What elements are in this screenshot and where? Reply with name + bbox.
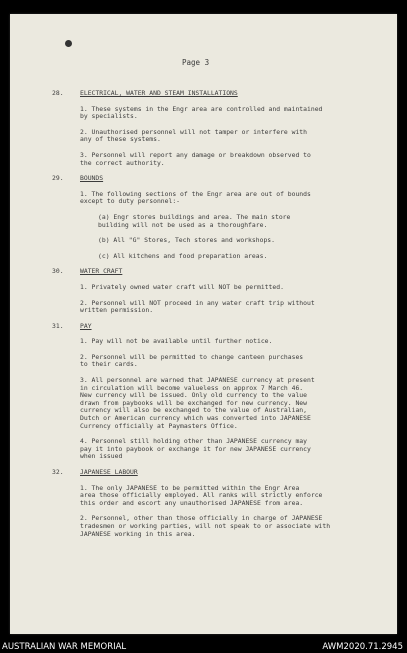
paragraph: 2. Personnel will NOT proceed in any water craft trip without written permission.	[80, 298, 315, 315]
sub-item: (a) Engr stores buildings and area. The main store building will not be used as a thoroughfare.	[98, 212, 291, 229]
paragraph: 2. Unauthorised personnel will not tamper or interfere with any of these systems.	[80, 127, 308, 144]
paragraph: 2. Personnel, other than those officially in charge of JAPANESE tradesmen or working parties, will not speak to or associate with JAPANESE working in this area.	[80, 514, 331, 538]
section-heading: BOUNDS	[80, 174, 104, 183]
section	[52, 469, 372, 538]
footer-accession-number: AWM2020.71.2945	[322, 642, 403, 652]
section-heading: WATER CRAFT	[80, 267, 123, 276]
section-number: 30.	[52, 267, 64, 276]
paragraph: 1. These systems in the Engr area are controlled and maintained by specialists.	[80, 104, 323, 121]
section-number: 28.	[52, 89, 64, 97]
section-number: 32.	[52, 468, 64, 476]
section	[52, 175, 372, 260]
sub-item: (c) All kitchens and food preparation areas.	[98, 251, 268, 260]
footer-institution: AUSTRALIAN WAR MEMORIAL	[2, 642, 127, 652]
paragraph: 3. Personnel will report any damage or breakdown observed to the correct authority.	[80, 150, 311, 167]
paragraph: 3. All personnel are warned that JAPANESE currency at present in circulation will become valueless on approx 7 March 46. New currency will be issued. Only old currency to the value drawn from paybooks will be exchanged for new currency. New currency will also be exchanged to the value of Australian, Dutch or American currency which was converted into JAPANESE Currency officially at Paymasters Office.	[80, 376, 315, 430]
paragraph: 2. Personnel will be permitted to change canteen purchases to their cards.	[80, 352, 304, 369]
paragraph: 1. Pay will not be available until further notice.	[80, 337, 273, 346]
section	[52, 268, 372, 314]
document-body	[52, 90, 372, 546]
section	[52, 90, 372, 167]
paragraph: 1. The only JAPANESE to be permitted within the Engr Area area those officially employed. All ranks will strictly enforce this order and escort any unauthorised JAPANESE from area.	[80, 483, 323, 507]
section-heading: ELECTRICAL, WATER AND STEAM INSTALLATIONS	[80, 89, 238, 97]
page-number: Page 3	[182, 58, 210, 67]
section-heading: JAPANESE LABOUR	[80, 468, 138, 476]
footer-bar	[0, 641, 407, 653]
punch-hole	[65, 40, 72, 47]
section-heading: PAY	[80, 321, 92, 330]
section	[52, 323, 372, 461]
section-number: 29.	[52, 174, 64, 183]
sub-item: (b) All "G" Stores, Tech stores and workshops.	[98, 236, 275, 245]
paragraph: 4. Personnel still holding other than JAPANESE currency may pay it into paybook or exchange it for new JAPANESE currency when issued	[80, 437, 311, 461]
section-number: 31.	[52, 321, 64, 330]
paragraph: 1. Privately owned water craft will NOT be permitted.	[80, 282, 284, 291]
paragraph: 1. The following sections of the Engr area are out of bounds except to duty personnel:-	[80, 189, 311, 206]
